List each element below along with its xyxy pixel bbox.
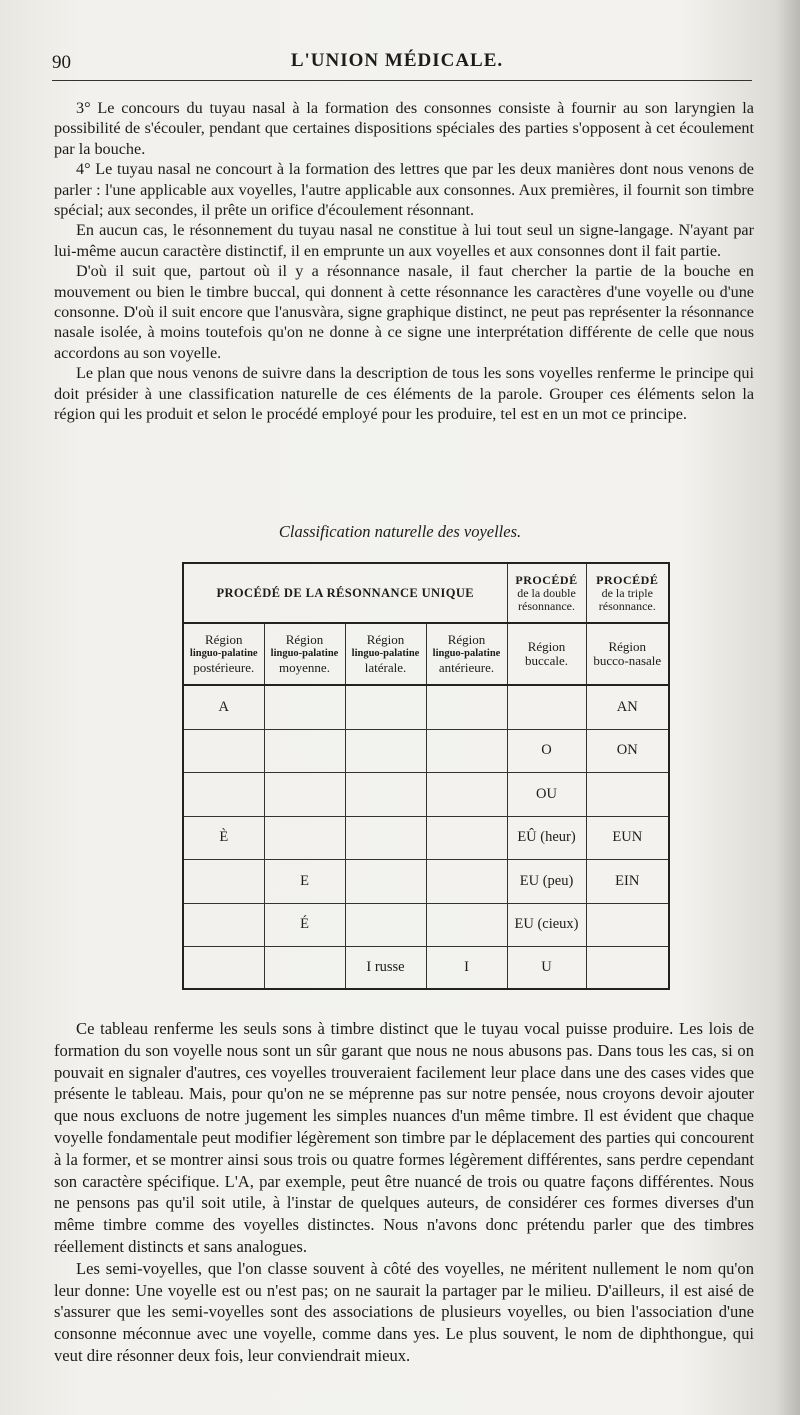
vowel-cell: I russe [345,947,426,990]
vowel-cell [264,773,345,817]
vowel-rows [183,685,669,989]
header-single-resonance: PROCÉDÉ DE LA RÉSONNANCE UNIQUE [183,563,507,623]
vowel-cell [264,816,345,860]
paragraph: D'où il suit que, partout où il y a résonnance nasale, il faut chercher la partie de la bouche en mouvement ou bien le timbre buccal, qui donnent à cette résonnance les caractères d'une voyelle ou d'une consonne. D'où il suit encore que l'anusvàra, signe graphique distinct, ne peut pas représenter la résonnance nasale isolée, à moins toutefois qu'on ne donne à ce signe une interprétation différente de celle que nous accordons au son voyelle. [54,262,754,362]
table-row [183,947,669,990]
vowel-cell: OU [507,773,586,817]
vowel-cell [345,685,426,729]
paragraph: Le plan que nous venons de suivre dans la description de tous les sons voyelles renferme le principe qui doit présider à une classification naturelle de ces éléments de la parole. Grouper ces éléments selon la région qui les produit et selon le procédé employé pour les produire, tel est en un mot ce principe. [54,364,754,424]
table-row [183,729,669,773]
vowel-cell: EU (cieux) [507,903,586,947]
region-row [183,623,669,685]
region-cell: Région bucco-nasale [586,623,669,685]
table-row [183,903,669,947]
paragraph: Les semi-voyelles, que l'on classe souvent à côté des voyelles, ne méritent nullement le nom qu'on leur donne: Une voyelle est ou n'est pas; on ne saurait la partager par le milieu. D'ailleurs, il est aisé de s'assurer que les semi-voyelles sont des associations de plusieurs voyelles, ou bien l'association d'une consonne méconnue avec une voyelle, comme dans yes. Le plus souvent, le nom de diphthongue, qui veut dire résonner deux fois, leur conviendrait mieux. [54,1258,754,1365]
table-row [183,860,669,904]
region-cell: Région linguo-palatine moyenne. [264,623,345,685]
vowel-cell [426,903,507,947]
vowel-cell [586,903,669,947]
vowel-cell [426,685,507,729]
header-double-resonance: PROCÉDÉ de la double résonnance. [507,563,586,623]
paragraph: Ce tableau renferme les seuls sons à timbre distinct que le tuyau vocal puisse produire. Les lois de formation du son voyelle nous sont un sûr garant que nous ne nous abusons pas. Dans tous les cas, si on pouvait en signaler d'autres, ces voyelles trouveraient facilement leur place dans une des cases vides que présente le tableau. Mais, pour qu'on ne se méprenne pas sur notre pensée, nous croyons devoir ajouter que nous excluons de notre jugement les simples nuances d'un même timbre. Il est évident que chaque voyelle fondamentale peut modifier légèrement son timbre par le déplacement des parties qui concourent à la former, et se montrer ainsi sous trois ou quatre formes légèrement différentes, sans perdre cependant son caractère spécifique. L'A, par exemple, peut être nuancé de trois ou quatre façons différentes. Nous ne pensons pas qu'il soit utile, à l'instar de quelques auteurs, de considérer ces formes diverses d'un même timbre comme des voyelles distinctes. Nous n'avons donc prétendu parler que des timbres réellement distincts et sans analogues. [54,1019,754,1256]
vowel-cell: E [264,860,345,904]
vowel-cell: ON [586,729,669,773]
vowel-cell: EUN [586,816,669,860]
vowel-cell: I [426,947,507,990]
region-cell: Région linguo-palatine postérieure. [183,623,264,685]
header-triple-resonance: PROCÉDÉ de la triple résonnance. [586,563,669,623]
table-row [183,773,669,817]
region-cell: Région linguo-palatine antérieure. [426,623,507,685]
vowel-cell [426,729,507,773]
vowel-cell: EÛ (heur) [507,816,586,860]
vowel-cell [345,729,426,773]
table-caption: Classification naturelle des voyelles. [278,522,522,541]
vowel-cell [507,685,586,729]
vowel-cell [264,947,345,990]
page-number: 90 [52,52,71,73]
page-header [52,50,742,80]
vowel-cell [426,816,507,860]
table-row [183,685,669,729]
vowel-cell: O [507,729,586,773]
vowel-cell [264,729,345,773]
vowel-cell: U [507,947,586,990]
vowel-classification-table [182,562,670,990]
vowel-cell: EIN [586,860,669,904]
vowel-cell [426,860,507,904]
vowel-cell [183,860,264,904]
paragraph: 3° Le concours du tuyau nasal à la formation des consonnes consiste à fournir au son laryngien la possibilité de s'écouler, pendant que certaines dispositions spéciales des parties s'opposent à cet écoulement par la bouche. [54,99,754,158]
vowel-cell [345,816,426,860]
region-cell: Région buccale. [507,623,586,685]
vowel-cell [586,773,669,817]
text-block-bottom [54,1018,754,1367]
vowel-cell [183,903,264,947]
table-row [183,816,669,860]
vowel-cell [345,860,426,904]
vowel-cell: È [183,816,264,860]
vowel-cell [345,773,426,817]
vowel-cell: AN [586,685,669,729]
vowel-cell: É [264,903,345,947]
text-block-top [54,98,754,425]
vowel-cell: EU (peu) [507,860,586,904]
paragraph: 4° Le tuyau nasal ne concourt à la formation des lettres que par les deux manières dont nous venons de parler : l'une applicable aux voyelles, l'autre applicable aux consonnes. Aux premières, il fournit son timbre spécial; aux secondes, il prête un orifice d'écoulement résonnant. [54,160,754,220]
vowel-cell [426,773,507,817]
vowel-cell [345,903,426,947]
vowel-cell [586,947,669,990]
vowel-cell [264,685,345,729]
vowel-cell: A [183,685,264,729]
vowel-cell [183,729,264,773]
running-title: L'UNION MÉDICALE. [290,50,504,71]
region-cell: Région linguo-palatine latérale. [345,623,426,685]
vowel-cell [183,947,264,990]
paragraph: En aucun cas, le résonnement du tuyau nasal ne constitue à lui tout seul un signe-langage. N'ayant par lui-même aucun caractère distinctif, il en emprunte un aux voyelles et aux consonnes dont il fait partie. [54,221,754,260]
vowel-cell [183,773,264,817]
header-rule [52,80,752,81]
